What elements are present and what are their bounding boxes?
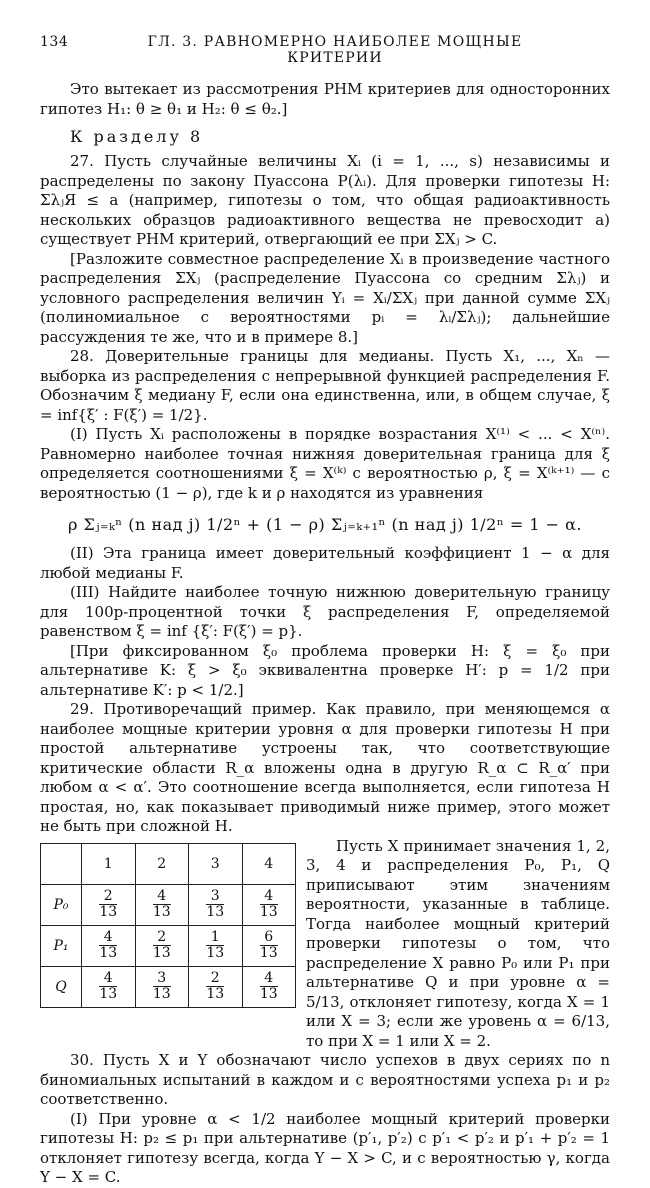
fraction-denominator: 13	[259, 945, 278, 961]
problem-29-side-text	[306, 837, 610, 1052]
running-title: ГЛ. 3. РАВНОМЕРНО НАИБОЛЕЕ МОЩНЫЕ КРИТЕРИИ	[147, 34, 523, 66]
fraction-numerator: 3	[206, 889, 224, 905]
problem-29-body	[40, 837, 610, 1052]
fraction-denominator: 13	[152, 945, 171, 961]
fraction	[99, 930, 117, 961]
problem-28-part-2: (II) Эта граница имеет доверительный коэффициент 1 − α для любой медианы F.	[40, 544, 610, 582]
fraction-numerator: 2	[153, 930, 171, 946]
fraction-numerator: 4	[99, 930, 117, 946]
table-row	[41, 925, 296, 966]
table-cell	[189, 884, 243, 925]
problem-29-example: Пусть X принимает значения 1, 2, 3, 4 и распределения P₀, P₁, Q приписывают этим значениям вероятности, указанные в таблице. Тогда наиболее мощный критерий проверки гипотезы о том, что распределение X равно P₀ или P₁ при альтернативе Q и при уровне α = 5/13, отклоняет гипотезу, когда X = 1 или X = 3; если же уровень α = 6/13, то при X = 1 или X = 2.	[306, 836, 610, 1050]
fraction	[260, 930, 278, 961]
table-col-header: 3	[189, 843, 243, 884]
problem-28: 28. Доверительные границы для медианы. Пусть X₁, ..., Xₙ — выборка из распределения с непрерывной функцией распределения F. Обозначим ξ медиану F, если она единственна, или, в общем случае, ξ = inf{ξ′ : F(ξ′) = 1/2}.	[40, 347, 610, 424]
problem-28-hint: [При фиксированном ξ₀ проблема проверки H: ξ = ξ₀ при альтернативе K: ξ > ξ₀ эквивалентна проверке H′: p = 1/2 при альтернативе K′: p < 1/2.]	[40, 641, 610, 699]
table-col-header: 4	[242, 843, 296, 884]
fraction-denominator: 13	[152, 986, 171, 1002]
table-cell	[82, 884, 136, 925]
table-cell	[82, 925, 136, 966]
fraction-numerator: 2	[99, 889, 117, 905]
table-body	[41, 884, 296, 1007]
table-row-label: P₁	[41, 925, 82, 966]
table-row-label: P₀	[41, 884, 82, 925]
fraction	[99, 971, 117, 1002]
problem-28-part-3: (III) Найдите наиболее точную нижнюю доверительную границу для 100p-процентной точки ξ распределения F, определяемой равенством ξ = inf {ξ′: F(ξ′) = p}.	[40, 583, 610, 640]
table-corner	[41, 843, 82, 884]
fraction	[153, 889, 171, 920]
fraction-denominator: 13	[206, 904, 225, 920]
table-cell	[135, 925, 189, 966]
fraction-denominator: 13	[99, 986, 118, 1002]
paragraph-intro: Это вытекает из рассмотрения РНМ критериев для односторонних гипотез H₁: θ ≥ θ₁ и H₂: θ ≤ θ₂.]	[40, 80, 610, 118]
fraction	[260, 889, 278, 920]
section-title: К разделу 8	[70, 127, 204, 146]
problem-29: 29. Противоречащий пример. Как правило, при меняющемся α наиболее мощные критерии уровня α для проверки гипотезы H при простой альтернативе устроены так, что соответствующие критические области R_α вложены одна в другую R_α ⊂ R_α′ при любом α < α′. Это соотношение всегда выполняется, если гипотеза H простая, но, как показывает приводимый ниже пример, этого может не быть при сложной H.	[40, 700, 610, 835]
table-row-label: Q	[41, 966, 82, 1007]
fraction-denominator: 13	[259, 904, 278, 920]
fraction	[260, 971, 278, 1002]
probability-table-box	[40, 837, 296, 1052]
table-cell	[189, 925, 243, 966]
fraction-denominator: 13	[99, 945, 118, 961]
fraction-numerator: 6	[260, 930, 278, 946]
table-cell	[82, 966, 136, 1007]
fraction-denominator: 13	[206, 986, 225, 1002]
fraction-numerator: 4	[153, 889, 171, 905]
fraction-denominator: 13	[206, 945, 225, 961]
fraction	[99, 889, 117, 920]
fraction	[153, 971, 171, 1002]
fraction-numerator: 3	[153, 971, 171, 987]
table-cell	[135, 966, 189, 1007]
fraction	[206, 889, 224, 920]
table-cell	[242, 884, 296, 925]
fraction-numerator: 4	[260, 889, 278, 905]
table-cell	[189, 966, 243, 1007]
fraction-numerator: 1	[206, 930, 224, 946]
fraction-numerator: 2	[206, 971, 224, 987]
fraction-denominator: 13	[259, 986, 278, 1002]
median-equation: ρ Σⱼ₌ₖⁿ (n над j) 1/2ⁿ + (1 − ρ) Σⱼ₌ₖ₊₁ⁿ (n над j) 1/2ⁿ = 1 − α.	[67, 515, 582, 534]
probability-table	[40, 843, 296, 1008]
fraction	[206, 930, 224, 961]
problem-30: 30. Пусть X и Y обозначают число успехов в двух сериях по n биномиальных испытаний в каждом и с вероятностями успеха p₁ и p₂ соответственно.	[40, 1051, 610, 1108]
page-number: 134	[40, 34, 69, 50]
table-cell	[135, 884, 189, 925]
table-header-row	[41, 843, 296, 884]
fraction-denominator: 13	[152, 904, 171, 920]
table-row	[41, 966, 296, 1007]
table-cell	[242, 966, 296, 1007]
fraction	[153, 930, 171, 961]
table-col-header: 1	[82, 843, 136, 884]
fraction-denominator: 13	[99, 904, 118, 920]
fraction-numerator: 4	[260, 971, 278, 987]
table-cell	[242, 925, 296, 966]
problem-27: 27. Пусть случайные величины Xᵢ (i = 1, ..., s) независимы и распределены по закону Пуассона P(λᵢ). Для проверки гипотезы H: ΣλⱼЯ ≤ a (например, гипотезы о том, что общая радиоактивность нескольких образцов радиоактивного вещества не превосходит a) существует РНМ критерий, отвергающий ее при ΣXⱼ > C.	[40, 152, 610, 248]
problem-28-part-1: (I) Пусть Xᵢ расположены в порядке возрастания X⁽¹⁾ < ... < X⁽ⁿ⁾. Равномерно наиболее точная нижняя доверительная граница для ξ определяется соотношениями ξ = X⁽ᵏ⁾ с вероятностью ρ, ξ = X⁽ᵏ⁺¹⁾ — с вероятностью (1 − ρ), где k и ρ находятся из уравнения	[40, 425, 610, 502]
page-header	[40, 34, 610, 66]
problem-27-hint: [Разложите совместное распределение Xᵢ в произведение частного распределения ΣXⱼ (распределение Пуассона со средним Σλⱼ) и условного распределения величин Yᵢ = Xᵢ/ΣXⱼ при данной сумме ΣXⱼ (полиномиальное с вероятностями pᵢ = λᵢ/Σλⱼ); дальнейшие рассуждения те же, что и в примере 8.]	[40, 249, 610, 346]
table-col-header: 2	[135, 843, 189, 884]
fraction-numerator: 4	[99, 971, 117, 987]
fraction	[206, 971, 224, 1002]
table-row	[41, 884, 296, 925]
problem-30-part-1: (I) При уровне α < 1/2 наиболее мощный критерий проверки гипотезы H: p₂ ≤ p₁ при альтернативе (p′₁, p′₂) с p′₁ < p′₂ и p′₁ + p′₂ = 1 отклоняет гипотезу всегда, когда Y − X > C, и с вероятностью γ, когда Y − X = C.	[40, 1109, 610, 1186]
